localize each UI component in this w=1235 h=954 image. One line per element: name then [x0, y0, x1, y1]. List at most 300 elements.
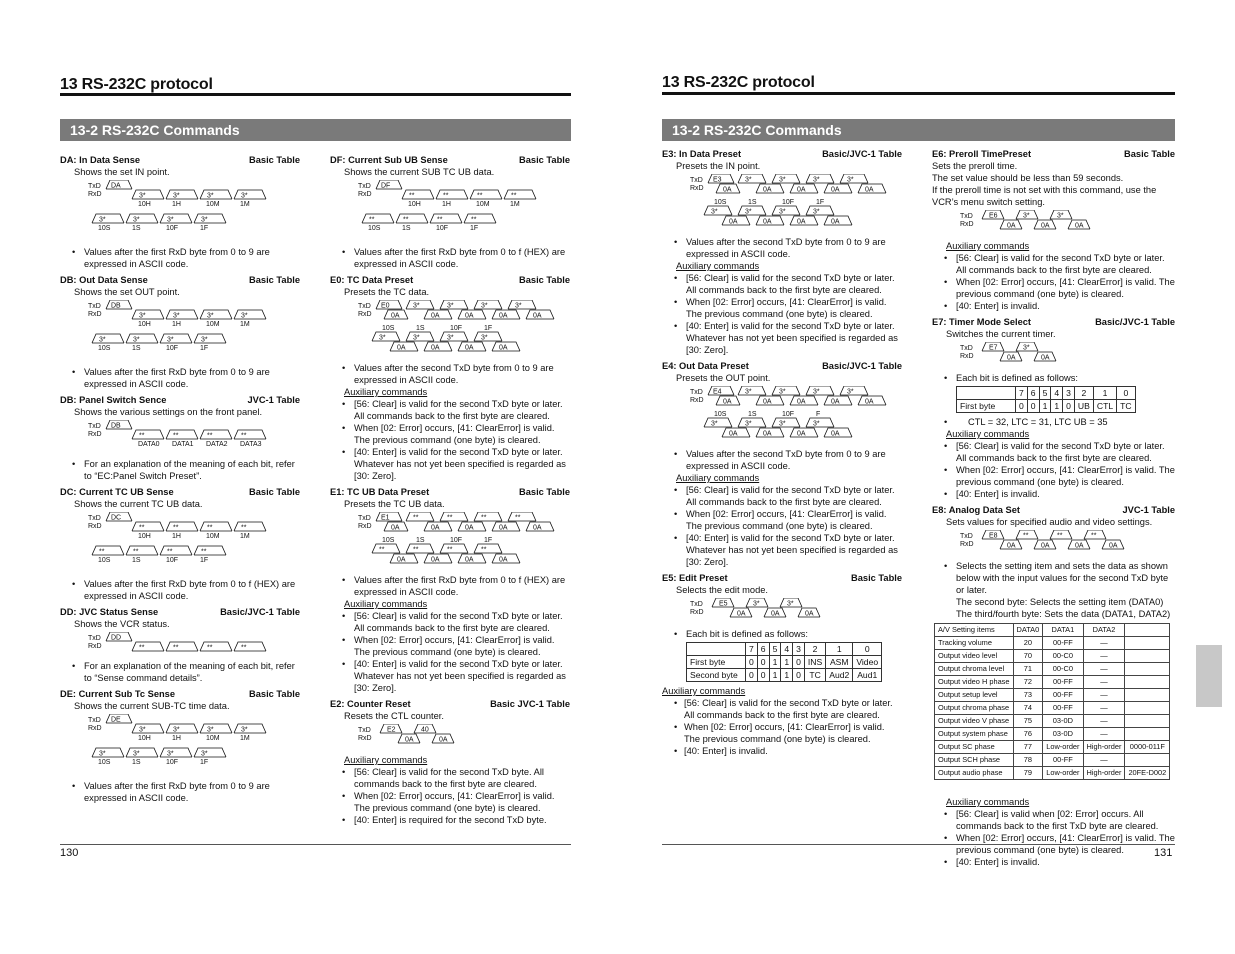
byte-value: 3* [813, 208, 820, 216]
digit-label: 10F [450, 537, 463, 544]
rxd-label: RxD [358, 523, 372, 530]
byte-frame [92, 334, 124, 343]
table-row [935, 715, 1170, 728]
byte-frame [200, 190, 232, 199]
byte-value: 0A [729, 430, 738, 438]
aux-commands-label: Auxiliary commands [344, 599, 428, 609]
rxd-byte [194, 546, 226, 564]
txd-byte [780, 598, 802, 608]
rxd-byte [166, 310, 198, 328]
rxd-byte [166, 724, 198, 742]
byte-frame [200, 642, 232, 651]
byte-value: 0A [391, 524, 400, 532]
rxd-byte [390, 342, 418, 352]
av-cell: — [1083, 637, 1125, 650]
timing-diagram [690, 598, 890, 622]
rxd-byte [858, 184, 886, 194]
aux-command-item: • When [02: Error] occurs, [41: ClearError] is valid. The previous command (one byte) is cleared. [932, 832, 1175, 856]
byte-frame [126, 334, 158, 343]
command-description: Resets the CTL counter. [344, 711, 444, 721]
byte-value: 3* [173, 726, 180, 734]
txd-byte [772, 418, 800, 428]
byte-value: 3* [99, 336, 106, 344]
byte-value: ** [167, 548, 173, 556]
rxd-byte [166, 522, 198, 540]
table-row [935, 650, 1170, 663]
command-note: • Values after the first RxD byte from 0 to f (HEX) are expressed in ASCII code. [60, 578, 300, 602]
command-table: Basic/JVC-1 Table [1095, 317, 1175, 327]
txd-label: TxD [88, 635, 101, 642]
byte-frame [200, 724, 232, 733]
digit-label: 10S [714, 199, 727, 206]
byte-value: 3* [779, 176, 786, 184]
rxd-byte [424, 342, 452, 352]
command-table: Basic Table [519, 487, 570, 497]
rxd-label: RxD [88, 725, 102, 732]
rxd-byte [194, 214, 226, 232]
bit-header: 5 [1039, 387, 1051, 400]
byte-label: 1M [240, 533, 250, 540]
command-heading [60, 688, 300, 700]
command-name: E0: TC Data Preset [330, 275, 414, 285]
footer-rule [662, 844, 1175, 845]
byte-frame [396, 214, 428, 223]
byte-value: ** [1057, 532, 1063, 540]
aux-command-item: • [40: Enter] is valid for the second TxD byte or later. Whatever has not yet been specified is regarded as [30: Zero]. [330, 446, 570, 482]
command-note: • Values after the second TxD byte from 0 to 9 are expressed in ASCII code. [662, 236, 902, 260]
txd-byte [982, 210, 1004, 220]
byte-frame [508, 512, 536, 521]
byte-value: ** [241, 644, 247, 652]
byte-value: 3* [1057, 212, 1064, 220]
rxd-byte [396, 214, 428, 232]
txd-byte [806, 386, 834, 396]
byte-label: 10H [138, 533, 151, 540]
byte-value: 0A [1007, 542, 1016, 550]
byte-frame [126, 214, 158, 223]
av-header-cell [1125, 624, 1170, 637]
bit-header: 3 [793, 643, 805, 656]
byte-value: 0A [533, 524, 542, 532]
av-cell: Output SCH phase [935, 754, 1014, 767]
byte-label: 1M [240, 201, 250, 208]
command-heading [662, 360, 902, 372]
bit-definition-table [956, 386, 1136, 413]
rxd-byte [824, 396, 852, 406]
rxd-byte [1034, 220, 1056, 230]
av-cell: Output chroma level [935, 663, 1014, 676]
byte-value: ** [481, 546, 487, 554]
digit-label: 10S [382, 325, 395, 332]
txd-byte [840, 386, 868, 396]
byte-value: ** [201, 548, 207, 556]
byte-frame [234, 522, 266, 531]
rxd-byte [424, 554, 452, 564]
byte-value: ** [379, 546, 385, 554]
command-table: Basic Table [1124, 149, 1175, 159]
byte-frame [126, 748, 158, 757]
timing-diagram [358, 512, 588, 568]
command-description: Shows the current TC UB data. [74, 499, 203, 509]
bit-header: 6 [1027, 387, 1039, 400]
byte-label: 1S [402, 225, 411, 232]
rxd-byte [1068, 540, 1090, 550]
rxd-byte [92, 546, 124, 564]
bit-cell: CTL [1093, 400, 1116, 413]
bit-cell: TC [804, 669, 825, 682]
byte-label: 1H [172, 533, 181, 540]
command-code: E4 [713, 388, 722, 396]
digit-label: 10F [782, 199, 795, 206]
command-description: Switches the current timer. [946, 329, 1056, 339]
command-name: E1: TC UB Data Preset [330, 487, 430, 497]
byte-value: 3* [779, 388, 786, 396]
command-description: If the preroll time is not set with this command, use the VCR’s menu switch setting. [932, 185, 1157, 207]
byte-frame [402, 190, 434, 199]
command-code: DB [111, 302, 121, 310]
byte-label: 1S [132, 345, 141, 352]
command-subnote: • CTL = 32, LTC = 31, LTC UB = 35 [932, 416, 1175, 428]
byte-value: ** [403, 216, 409, 224]
byte-frame [166, 724, 198, 733]
bit-cell: Video [853, 656, 882, 669]
txd-byte [806, 418, 834, 428]
byte-frame [508, 300, 536, 309]
byte-value: ** [139, 432, 145, 440]
rxd-byte [384, 310, 408, 320]
byte-value: 0A [431, 524, 440, 532]
byte-value: ** [437, 216, 443, 224]
digit-label: 1F [484, 325, 493, 332]
byte-value: 0A [405, 736, 414, 744]
av-cell: Low-order [1043, 741, 1083, 754]
byte-value: 0A [797, 186, 806, 194]
aux-command-item: • [40: Enter] is valid for the second TxD byte or later. Whatever has not yet been specified is regarded as [30: Zero]. [662, 532, 902, 568]
bit-header [957, 387, 1016, 400]
aux-command-item: • When [02: Error] occurs, [41: ClearError] is valid. The previous command (one byte) is cleared. [330, 634, 570, 658]
rxd-byte [126, 334, 158, 352]
aux-command-item: • [40: Enter] is valid for the second TxD byte or later. Whatever has not yet been specified is regarded as [30: Zero]. [330, 658, 570, 694]
command-code: DD [111, 634, 122, 642]
bit-header: 3 [1063, 387, 1075, 400]
aux-command-item: • When [02: Error] occurs, [41: ClearError] is valid. The previous command (one byte) is cleared. [662, 721, 902, 745]
aux-command-item: • [40: Enter] is invalid. [662, 745, 902, 757]
byte-frame [806, 206, 834, 215]
byte-value: 3* [241, 312, 248, 320]
rxd-byte [458, 342, 486, 352]
byte-value: 3* [201, 336, 208, 344]
command-name: DA: In Data Sense [60, 155, 141, 165]
section-title: 13-2 RS-232C Commands [662, 119, 1175, 141]
table-row [935, 728, 1170, 741]
command-code: DB [111, 422, 121, 430]
bit-header: 5 [769, 643, 781, 656]
command-note: • Each bit is defined as follows: [932, 372, 1175, 384]
command-name: E8: Analog Data Set [932, 505, 1020, 515]
command-description: Shows the current SUB TC UB data. [344, 167, 495, 177]
rxd-label: RxD [690, 609, 704, 616]
byte-value: 0A [1075, 542, 1084, 550]
byte-frame [200, 430, 232, 439]
byte-frame [406, 300, 434, 309]
byte-value: 0A [763, 186, 772, 194]
txd-byte [474, 512, 502, 522]
right-page [617, 0, 1235, 954]
byte-frame [372, 332, 400, 341]
byte-value: ** [241, 524, 247, 532]
bit-cell: Aud1 [853, 669, 882, 682]
aux-command-item: • [56: Clear] is valid for the second TxD byte or later. All commands back to the first byte are cleared. [932, 440, 1175, 464]
txd-byte [806, 206, 834, 216]
byte-value: 3* [207, 726, 214, 734]
byte-label: 1F [470, 225, 479, 232]
byte-value: 3* [173, 192, 180, 200]
table-row [687, 669, 882, 682]
command-table: Basic JVC-1 Table [490, 699, 570, 709]
byte-value: 0A [797, 398, 806, 406]
command-note: • Selects the setting item and sets the data as shown below with the input values for the second TxD byte or later. [932, 560, 1175, 596]
byte-value: E5 [719, 600, 728, 608]
byte-value: 0A [865, 398, 874, 406]
rxd-byte [432, 734, 454, 744]
byte-frame [160, 748, 192, 757]
byte-value: 0A [397, 556, 406, 564]
bit-cell: 0 [757, 656, 769, 669]
byte-frame [464, 214, 496, 223]
aux-command-item: • [40: Enter] is invalid. [932, 488, 1175, 500]
byte-frame [234, 190, 266, 199]
byte-frame [132, 430, 164, 439]
rxd-byte [92, 334, 124, 352]
byte-label: 1F [200, 345, 209, 352]
av-cell: — [1083, 650, 1125, 663]
bit-cell: 1 [1051, 400, 1063, 413]
rxd-byte [132, 310, 164, 328]
byte-value: 0A [1109, 542, 1118, 550]
av-cell: — [1083, 754, 1125, 767]
rxd-byte [200, 430, 232, 448]
command-note: • Values after the first RxD byte from 0 to 9 are expressed in ASCII code. [60, 366, 300, 390]
command-note: • Values after the first RxD byte from 0 to f (HEX) are expressed in ASCII code. [330, 246, 570, 270]
byte-value: 3* [447, 334, 454, 342]
av-cell: Output video V phase [935, 715, 1014, 728]
byte-frame [772, 418, 800, 427]
table-row [935, 702, 1170, 715]
av-setting-table [934, 623, 1170, 780]
txd-byte [372, 332, 400, 342]
av-cell: — [1083, 663, 1125, 676]
rxd-byte [132, 724, 164, 742]
byte-value: 3* [1023, 212, 1030, 220]
byte-label: DATA2 [206, 441, 228, 448]
av-cell: 78 [1013, 754, 1043, 767]
byte-value: ** [99, 548, 105, 556]
command-heading [60, 606, 300, 618]
byte-value: ** [413, 546, 419, 554]
digit-label: 1S [416, 325, 425, 332]
command-description: Sets the preroll time. [932, 161, 1018, 171]
rxd-byte [132, 522, 164, 540]
txd-byte [1084, 530, 1106, 540]
rxd-byte [492, 342, 520, 352]
page-number: 131 [1154, 847, 1173, 859]
byte-frame [430, 214, 462, 223]
bit-cell: First byte [957, 400, 1016, 413]
aux-command-item: • [56: Clear] is valid for the second TxD byte or later. All commands back to the first byte are cleared. [330, 398, 570, 422]
byte-frame [362, 214, 394, 223]
byte-frame [704, 418, 732, 427]
byte-value: E8 [989, 532, 998, 540]
command-name: E4: Out Data Preset [662, 361, 749, 371]
command-code: E0 [381, 302, 390, 310]
rxd-byte [790, 396, 818, 406]
command-note: The third/fourth byte: Sets the data (DATA1, DATA2) [956, 609, 1171, 619]
bit-header: 2 [1074, 387, 1093, 400]
byte-value: 0A [499, 524, 508, 532]
byte-value: 0A [439, 736, 448, 744]
byte-value: 3* [745, 388, 752, 396]
left-column-1 [60, 150, 300, 804]
av-cell: — [1083, 676, 1125, 689]
txd-byte [414, 724, 436, 734]
byte-value: 3* [133, 216, 140, 224]
byte-value: 0A [465, 312, 474, 320]
txd-byte [474, 544, 502, 554]
bit-header: 0 [1117, 387, 1135, 400]
digit-label: 1S [748, 411, 757, 418]
txd-label: TxD [88, 303, 101, 310]
av-cell [1125, 702, 1170, 715]
byte-frame [166, 522, 198, 531]
rxd-byte [234, 310, 266, 328]
page-header: 13 RS-232C protocol [60, 76, 213, 93]
txd-label: TxD [690, 601, 703, 608]
byte-value: 3* [167, 750, 174, 758]
byte-value: 0A [723, 398, 732, 406]
byte-value: ** [481, 514, 487, 522]
byte-frame [92, 748, 124, 757]
command-code: E1 [381, 514, 390, 522]
byte-frame [234, 642, 266, 651]
command-note: • Each bit is defined as follows: [662, 628, 902, 640]
aux-command-item: • When [02: Error] occurs, [41: ClearError] is valid. The previous command (one byte) is cleared. [330, 790, 570, 814]
txd-label: TxD [960, 345, 973, 352]
timing-diagram [960, 210, 1160, 234]
rxd-byte [92, 748, 124, 766]
command-note: • Values after the first RxD byte from 0 to f (HEX) are expressed in ASCII code. [330, 574, 570, 598]
txd-byte [406, 544, 434, 554]
byte-label: 10M [206, 321, 220, 328]
command-table: JVC-1 Table [247, 395, 300, 405]
byte-label: 1F [200, 225, 209, 232]
byte-frame [132, 522, 164, 531]
byte-value: ** [207, 432, 213, 440]
av-cell: Low-order [1043, 767, 1083, 780]
timing-diagram [88, 300, 318, 360]
byte-frame [474, 544, 502, 553]
byte-frame [160, 546, 192, 555]
byte-value: 0A [737, 610, 746, 618]
aux-command-item: • [56: Clear] is valid when [02: Error] occurs. All commands back to the first TxD byte are cleared. [932, 808, 1175, 832]
command-description: Shows the various settings on the front panel. [74, 407, 263, 417]
byte-frame [132, 190, 164, 199]
byte-value: 0A [831, 430, 840, 438]
aux-commands-label: Auxiliary commands [946, 241, 1030, 251]
byte-frame [440, 300, 468, 309]
byte-frame [194, 334, 226, 343]
bit-header: 2 [804, 643, 825, 656]
byte-frame [166, 190, 198, 199]
av-cell: 03-0D [1043, 728, 1083, 741]
byte-value: 0A [1041, 542, 1050, 550]
byte-frame [166, 642, 198, 651]
byte-value: 0A [805, 610, 814, 618]
command-table: Basic Table [249, 155, 300, 165]
rxd-byte [424, 310, 452, 320]
av-cell: Output audio phase [935, 767, 1014, 780]
rxd-byte [436, 190, 468, 208]
txd-byte [738, 386, 766, 396]
byte-frame [806, 418, 834, 427]
bit-cell: 0 [1027, 400, 1039, 413]
byte-value: 3* [711, 208, 718, 216]
byte-value: ** [1023, 532, 1029, 540]
bit-cell: 0 [793, 656, 805, 669]
aux-commands-label: Auxiliary commands [676, 261, 760, 271]
bit-cell: 0 [1063, 400, 1075, 413]
command-description: Shows the set OUT point. [74, 287, 180, 297]
av-cell [1125, 715, 1170, 728]
rxd-byte [1068, 220, 1090, 230]
rxd-byte [92, 214, 124, 232]
byte-label: 10M [476, 201, 490, 208]
command-heading [60, 394, 300, 406]
rxd-byte [756, 428, 784, 438]
command-table: Basic Table [249, 487, 300, 497]
byte-value: ** [139, 524, 145, 532]
rxd-label: RxD [960, 541, 974, 548]
byte-value: 0A [1041, 222, 1050, 230]
byte-value: ** [133, 548, 139, 556]
txd-byte [746, 598, 768, 608]
byte-value: 0A [1007, 222, 1016, 230]
rxd-byte [234, 642, 266, 652]
command-table: Basic Table [851, 573, 902, 583]
table-row [935, 689, 1170, 702]
rxd-byte [234, 190, 266, 208]
txd-label: TxD [358, 183, 371, 190]
byte-label: 1M [240, 735, 250, 742]
byte-label: 10F [166, 225, 179, 232]
byte-frame [92, 546, 124, 555]
txd-byte [712, 598, 734, 608]
byte-frame [132, 310, 164, 319]
av-cell: Output chroma phase [935, 702, 1014, 715]
command-description: Presets the TC data. [344, 287, 430, 297]
byte-label: 1M [510, 201, 520, 208]
byte-value: 0A [431, 312, 440, 320]
byte-label: 10S [98, 759, 111, 766]
txd-byte [982, 342, 1004, 352]
av-cell [1125, 663, 1170, 676]
rxd-byte [200, 522, 232, 540]
txd-byte [1050, 530, 1072, 540]
table-row [935, 637, 1170, 650]
rxd-byte [824, 184, 852, 194]
rxd-byte [824, 216, 852, 226]
av-cell: Output video H phase [935, 676, 1014, 689]
txd-label: TxD [88, 717, 101, 724]
